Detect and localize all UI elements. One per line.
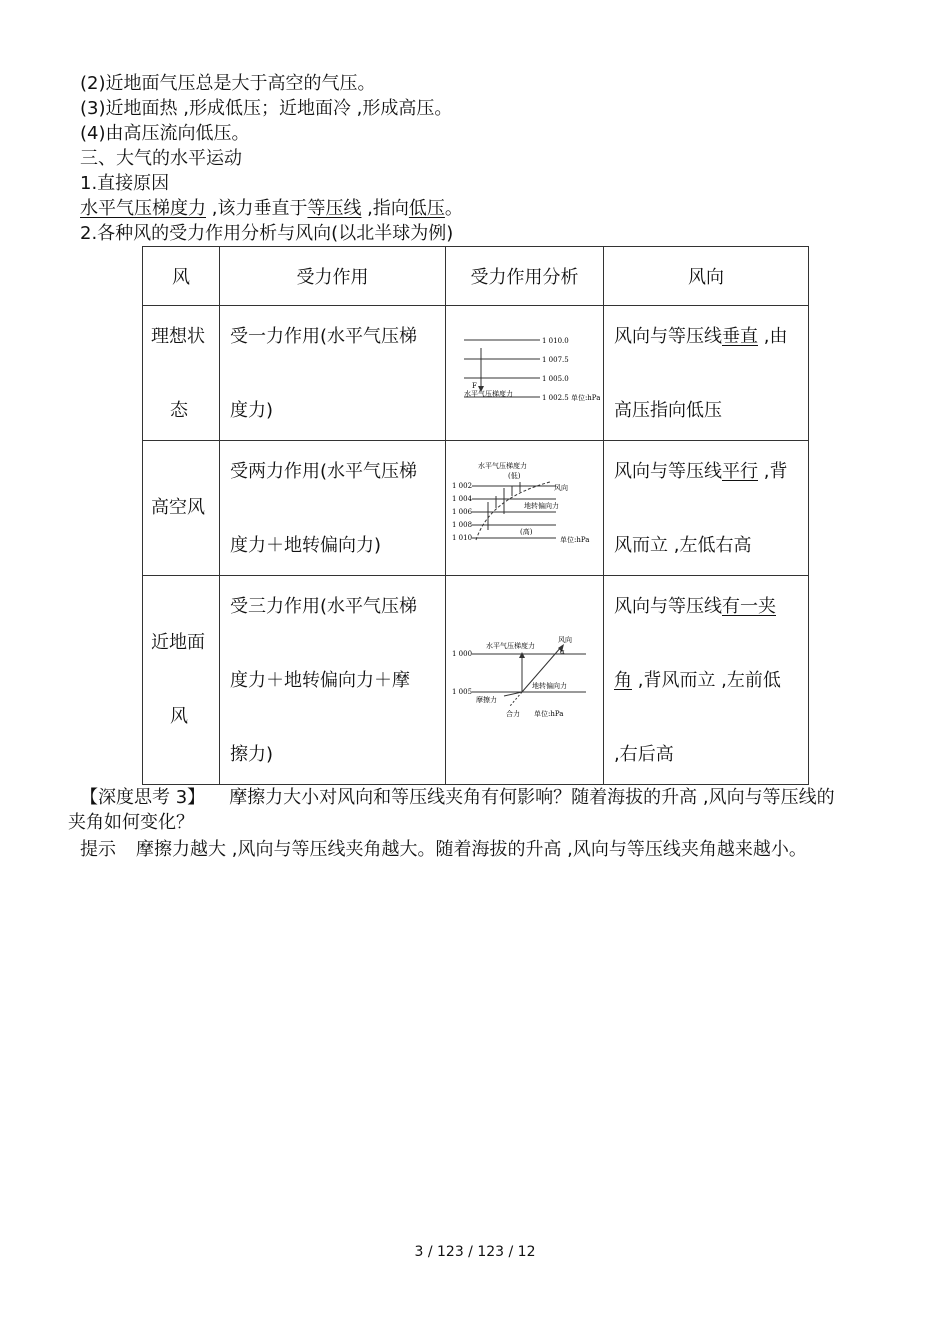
isobar-label: 1 005.0: [541, 374, 569, 383]
surface-wind-diagram: [450, 630, 600, 730]
cell-diagram-ideal: [446, 306, 604, 441]
cell-wind-ideal: [143, 306, 220, 441]
cell-force-upper: [220, 441, 446, 576]
force-text: 擦力): [230, 744, 274, 765]
text-span: ,指向: [361, 198, 409, 219]
underlined-term: 水平气压梯度力: [80, 198, 206, 219]
force-label: 水平气压梯度力: [477, 461, 527, 470]
force-label: 合力: [505, 709, 520, 718]
isobar-label: 1 007.5: [541, 355, 569, 364]
cell-wind-upper: [143, 441, 220, 576]
unit-label: 单位:hPa: [559, 535, 589, 544]
isobar-label: 1 004: [451, 494, 472, 503]
force-text: 受两力作用(水平气压梯: [230, 461, 418, 482]
wind-force-table: [142, 246, 809, 785]
force-label: 摩擦力: [475, 695, 497, 704]
text-line-2: (3)近地面热 ,形成低压；近地面冷 ,形成高压。: [80, 98, 453, 119]
wind-name: 态: [170, 400, 188, 421]
force-label: 水平气压梯度力: [485, 641, 535, 650]
isobar-label: 1 002: [451, 481, 472, 490]
text-span: ,该力垂直于: [206, 198, 308, 219]
table-row: [143, 576, 809, 785]
page-footer: 3 / 123 / 123 / 12: [414, 1244, 536, 1260]
direction-text: 风向与等压线垂直 ,由: [614, 326, 788, 347]
pressure-label: (低): [507, 471, 520, 480]
header-force: 受力作用: [220, 247, 446, 306]
isobar-label: 1 008: [451, 520, 472, 529]
ideal-wind-diagram: [450, 328, 600, 418]
force-label: 地转偏向力: [523, 501, 559, 510]
underlined-term: 等压线: [307, 198, 362, 219]
isobar-label: 1 010.0: [541, 336, 569, 345]
think-question-line-1: [80, 786, 835, 810]
isobar-label: 1 000: [451, 649, 472, 658]
wind-name: 高空风: [151, 497, 205, 518]
wind-direction-label: 风向: [557, 635, 572, 644]
cell-force-ideal: [220, 306, 446, 441]
cell-diagram-surface: [446, 576, 604, 785]
think-tag: 【深度思考 3】: [80, 787, 206, 808]
isobar-label: 1 002.5 单位:hPa: [541, 393, 600, 402]
force-text: 度力＋地转偏向力＋摩: [230, 670, 410, 691]
force-label: F: [471, 381, 477, 390]
cell-diagram-upper: [446, 441, 604, 576]
underlined-term: 低压: [408, 198, 445, 219]
force-text: 度力＋地转偏向力): [230, 535, 382, 556]
hint-label: 提示: [80, 839, 116, 860]
table-header-row: [143, 247, 809, 306]
direction-text: 角 ,背风而立 ,左前低: [614, 670, 781, 691]
section-heading: 三、大气的水平运动: [80, 148, 242, 169]
isobar-label: 1 010: [451, 533, 472, 542]
think-question: 摩擦力大小对风向和等压线夹角有何影响？随着海拔的升高 ,风向与等压线的: [229, 787, 835, 808]
wind-name: 近地面: [151, 632, 205, 653]
subheading-direct-cause: 1.直接原因: [80, 173, 170, 194]
header-direction: 风向: [604, 247, 809, 306]
text-line-direct-cause: [80, 197, 463, 221]
direction-text: 高压指向低压: [614, 400, 722, 421]
think-question-line-2: 夹角如何变化？: [68, 812, 194, 833]
force-text: 受一力作用(水平气压梯: [230, 326, 418, 347]
direction-text: 风向与等压线有一夹: [614, 596, 776, 617]
text-span: 。: [444, 198, 463, 219]
force-text: 度力): [230, 400, 274, 421]
header-wind: 风: [143, 247, 220, 306]
text-line-1: (2)近地面气压总是大于高空的气压。: [80, 73, 376, 94]
direction-text: 风向与等压线平行 ,背: [614, 461, 788, 482]
direction-text: ,右后高: [614, 744, 674, 765]
hint-text: 摩擦力越大 ,风向与等压线夹角越大。随着海拔的升高 ,风向与等压线夹角越来越小。: [136, 839, 807, 860]
cell-direction-ideal: [604, 306, 809, 441]
wind-name: 理想状: [151, 326, 205, 347]
isobar-label: 1 006: [451, 507, 472, 516]
wind-name: 风: [170, 706, 188, 727]
upper-wind-diagram: [450, 458, 600, 558]
pressure-label: (高): [519, 527, 532, 536]
header-analysis: 受力作用分析: [446, 247, 604, 306]
table-row: [143, 306, 809, 441]
cell-direction-upper: [604, 441, 809, 576]
cell-force-surface: [220, 576, 446, 785]
cell-direction-surface: [604, 576, 809, 785]
text-line-3: (4)由高压流向低压。: [80, 123, 250, 144]
isobar-label: 1 005: [451, 687, 472, 696]
force-text: 受三力作用(水平气压梯: [230, 596, 418, 617]
unit-label: 单位:hPa: [533, 709, 563, 718]
subheading-wind-analysis: 2.各种风的受力作用分析与风向(以北半球为例): [80, 223, 454, 244]
cell-wind-surface: [143, 576, 220, 785]
wind-direction-label: 风向: [553, 483, 568, 492]
force-label: 水平气压梯度力: [463, 389, 513, 398]
hint-line: [80, 838, 807, 862]
direction-text: 风而立 ,左低右高: [614, 535, 752, 556]
angle-label: α: [559, 647, 565, 656]
force-label: 地转偏向力: [531, 681, 567, 690]
table-row: [143, 441, 809, 576]
